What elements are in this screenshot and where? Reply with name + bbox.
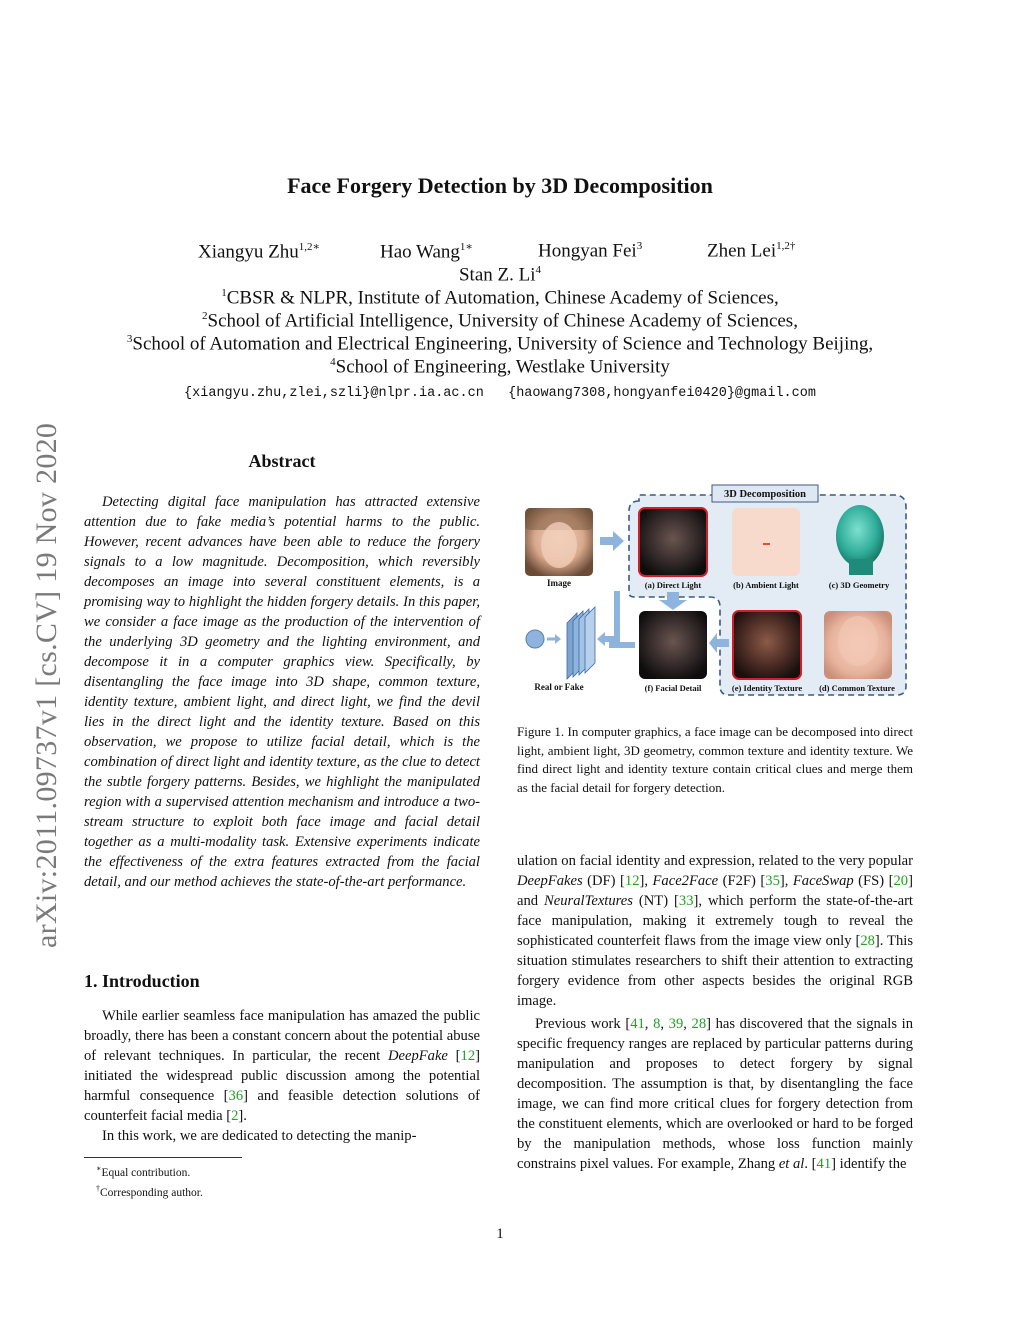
right-paragraph-2: Previous work [41, 8, 39, 28] has discovered that the signals in specific frequency ranges are replaced by particular patterns during manipulation and proposes to detect forgery by signal decomposition. The assumption is that, by disentangling the face image, we can find more critical clues for forgery detection from the constituent elements, which are overlooked or hard to be forged by the manipulation methods, whose loss function mainly constrains pixel values. For example, Zhang et al. [41] identify the <box>517 1016 914 1172</box>
image-label: Image <box>547 578 571 588</box>
emphasis: DeepFake <box>387 1048 448 1064</box>
author-name: Stan Z. Li <box>458 264 536 286</box>
panel-3d-geometry <box>836 505 884 567</box>
panel-direct-light <box>639 508 707 576</box>
footnote-rule <box>84 1157 242 1158</box>
citation-link[interactable]: 33 <box>678 893 694 909</box>
citation-link[interactable]: 12 <box>460 1048 476 1064</box>
citation-link[interactable]: 36 <box>228 1088 244 1104</box>
affiliation-text: School of Engineering, Westlake University <box>335 356 670 378</box>
panel-label: (c) 3D Geometry <box>828 580 890 590</box>
decomposition-label: 3D Decomposition <box>724 489 806 500</box>
panel-identity-texture <box>733 611 801 679</box>
affiliation-4 <box>0 356 1000 378</box>
affiliation-sup: 3 <box>126 333 133 345</box>
author-4 <box>707 240 795 262</box>
abstract-text: Detecting digital face manipulation has attracted extensive attention due to fake media’s potential harms to the public. However, recent advances have been able to reduce the forgery signals to a low magnitude. Decomposition, which reversibly decomposes an image into several constituent elements, is a promising way to highlight the hidden forgery details. In this paper, we consider a face image as the production of the intervention of the underlying 3D geometry and the lighting environment, and decompose it in a computer graphics view. Specifically, by disentangling the face image into 3D shape, common texture, identity texture, ambient light, and direct light, we find the devil lies in the direct light and the identity texture. Based on this observation, we propose to utilize facial detail, which is the combination of direct light and identity texture, as the clue to detect the subtle forgery patterns. Besides, we highlight the manipulated region with a supervised attention mechanism and introduce a two-stream structure to exploit both face image and facial detail together as a multi-modality task. Extensive experiments indicate the effectiveness of the extra features extracted from the facial detail, and our method achieves the state-of-the-art performance. <box>84 494 480 890</box>
arxiv-side-banner: arXiv:2011.09737v1 [cs.CV] 19 Nov 2020 <box>30 422 63 948</box>
footnote-2: †Corresponding author. <box>96 1183 203 1199</box>
author-5 <box>0 264 1000 286</box>
author-sup: 4 <box>535 264 542 276</box>
citation-link[interactable]: 35 <box>765 873 780 889</box>
author-2 <box>380 240 473 263</box>
abstract-heading: Abstract <box>248 451 316 471</box>
page-number: 1 <box>496 1226 504 1242</box>
affiliation-sup: 4 <box>330 356 336 368</box>
affiliation-2 <box>0 310 1000 332</box>
affiliation-sup: 2 <box>202 310 208 322</box>
network-layers <box>567 607 595 679</box>
panel-label: (e) Identity Texture <box>731 683 803 693</box>
arrow-to-decomposition <box>600 531 624 551</box>
real-or-fake-label: Real or Fake <box>534 682 584 692</box>
emphasis: Face2Face <box>652 873 719 889</box>
affiliation-text: School of Artificial Intelligence, University of Chinese Academy of Sciences, <box>207 310 798 332</box>
intro-paragraph-2: In this work, we are dedicated to detecting the manip- <box>102 1128 417 1144</box>
citation-link[interactable]: 39 <box>668 1016 684 1032</box>
affiliation-text: School of Automation and Electrical Engineering, University of Science and Technology Beijing, <box>132 333 874 355</box>
figure-1-caption: Figure 1. In computer graphics, a face image can be decomposed into direct light, ambient light, 3D geometry, common texture and identity texture. We find direct light and identity texture contain critical clues and merge them as the facial detail for forgery detection. <box>517 724 913 795</box>
right-paragraph-1: ulation on facial identity and expression, related to the very popular DeepFakes (DF) [12], Face2Face (F2F) [35], FaceSwap (FS) [20] and NeuralTextures (NT) [33], which perform the state-of-the-art face manipulation, making it extremely tough to reveal the sophisticated counterfeit flaws from the image view only [28]. This situation stimulates researchers to shift their attention to extracting forgery evidence from other aspects besides the original RGB image. <box>517 853 914 1009</box>
author-emails: {xiangyu.zhu,zlei,szli}@nlpr.ia.ac.cn {haowang7308,hongyanfei0420}@gmail.com <box>184 386 816 401</box>
panel-facial-detail <box>639 611 707 679</box>
author-name: Hao Wang <box>380 241 460 263</box>
intro-heading: 1. Introduction <box>84 971 200 991</box>
citation-link[interactable]: 41 <box>630 1016 645 1032</box>
panel-ambient-light <box>732 508 800 576</box>
author-sup: 1∗ <box>459 241 473 253</box>
author-1 <box>198 240 320 263</box>
arrow-image-to-network <box>603 591 617 639</box>
emphasis: et al <box>778 1156 805 1172</box>
footnote-1: ∗Equal contribution. <box>96 1164 191 1179</box>
intro-paragraph-1: While earlier seamless face manipulation has amazed the public broadly, there has been a constant concern about the potential abuse of relevant techniques. In particular, the recent DeepFake [12] initiated the widespread public discussion among the potential harmful consequence [36] and feasible detection solutions of counterfeit facial media [2]. <box>84 1008 481 1124</box>
author-sup: 1,2∗ <box>298 241 321 253</box>
author-name: Zhen Lei <box>707 240 777 262</box>
footnotes <box>96 1161 203 1201</box>
author-sup: 3 <box>636 240 643 252</box>
intro-body <box>84 1006 480 1146</box>
emphasis: DeepFakes <box>517 873 583 889</box>
right-column-body <box>517 851 913 1174</box>
output-node <box>526 630 544 648</box>
author-name: Hongyan Fei <box>538 240 637 262</box>
citation-link[interactable]: 20 <box>893 873 909 889</box>
author-name: Xiangyu Zhu <box>198 241 299 263</box>
figure-1-diagram <box>517 481 913 703</box>
citation-link[interactable]: 8 <box>653 1016 661 1032</box>
citation-link[interactable]: 28 <box>691 1016 707 1032</box>
author-3 <box>538 240 642 262</box>
citation-link[interactable]: 41 <box>816 1156 832 1172</box>
citation-link[interactable]: 12 <box>624 873 640 889</box>
affiliation-sup: 1 <box>221 287 227 299</box>
citation-link[interactable]: 2 <box>231 1108 239 1124</box>
emphasis: NeuralTextures <box>544 893 633 909</box>
affiliation-1 <box>0 287 1000 309</box>
panel-label: (a) Direct Light <box>644 580 702 590</box>
panel-label: (f) Facial Detail <box>644 683 702 693</box>
affiliation-3 <box>0 333 1000 355</box>
author-sup: 1,2† <box>776 240 796 252</box>
paper-title: Face Forgery Detection by 3D Decomposition <box>287 173 713 198</box>
panel-label: (d) Common Texture <box>819 683 895 693</box>
emphasis: FaceSwap <box>792 873 854 889</box>
citation-link[interactable]: 28 <box>860 933 875 949</box>
panel-label: (b) Ambient Light <box>733 580 799 590</box>
affiliation-text: CBSR & NLPR, Institute of Automation, Chinese Academy of Sciences, <box>226 287 779 309</box>
